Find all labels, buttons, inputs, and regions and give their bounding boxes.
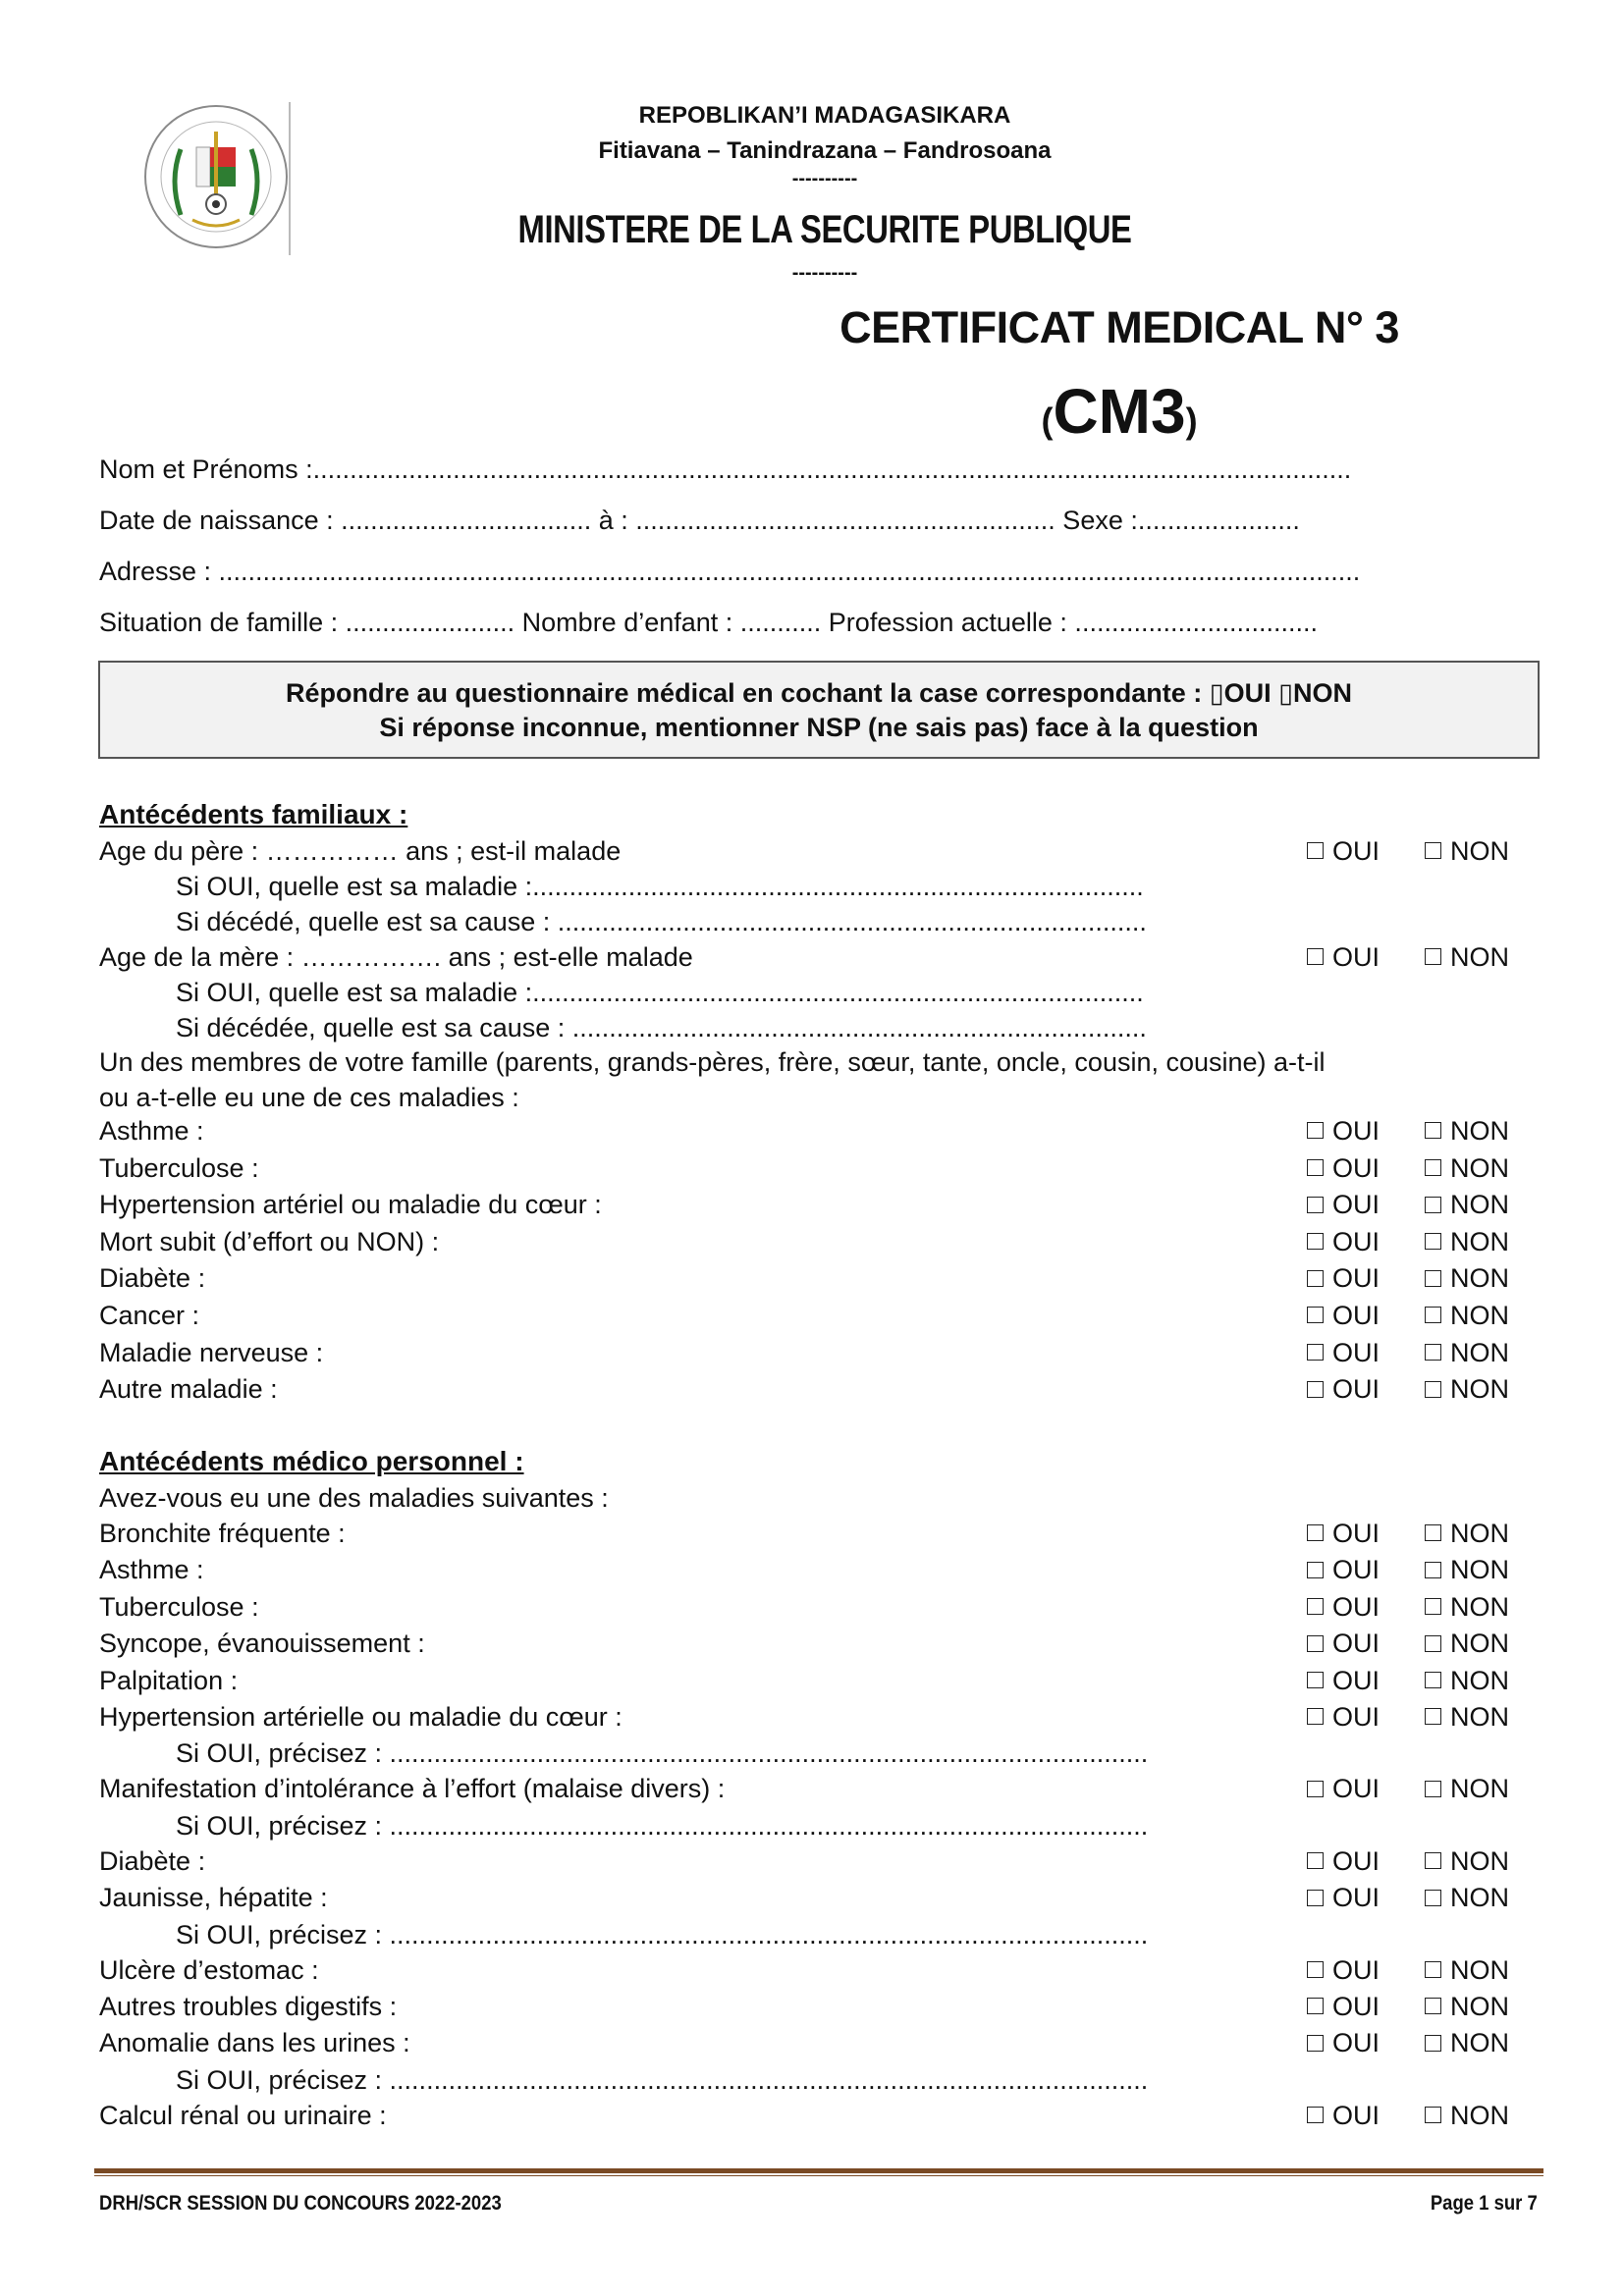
header-separator: ---------- (791, 168, 858, 189)
question-row (99, 1114, 1539, 1148)
question-label: Anomalie dans les urines : (99, 2028, 410, 2058)
no-option[interactable]: NON (1425, 1953, 1509, 1987)
yes-option[interactable]: OUI (1307, 1261, 1380, 1295)
checkbox-icon[interactable] (1425, 1708, 1441, 1725)
checkbox-icon[interactable] (1307, 1344, 1324, 1361)
checkbox-icon[interactable] (1307, 1852, 1324, 1869)
question-row (99, 1261, 1539, 1295)
checkbox-icon[interactable] (1307, 1307, 1324, 1323)
no-option[interactable]: NON (1425, 1188, 1509, 1221)
checkbox-icon[interactable] (1425, 1122, 1441, 1139)
instruction-line-1: Répondre au questionnaire médical en cochant la case correspondante : ▯OUI ▯NON (286, 678, 1352, 708)
no-option[interactable]: NON (1425, 1336, 1509, 1369)
checkbox-icon[interactable] (1307, 2107, 1324, 2123)
checkbox-icon[interactable] (1307, 1524, 1324, 1541)
header-separator: ---------- (791, 262, 858, 284)
national-police-emblem (141, 102, 291, 251)
checkbox-icon[interactable] (1307, 1708, 1324, 1725)
personal-intro: Avez-vous eu une des maladies suivantes : (99, 1483, 609, 1513)
question-label: Age du père : …………… ans ; est-il malade (99, 836, 622, 866)
yes-option[interactable]: OUI (1307, 1225, 1380, 1258)
checkbox-icon[interactable] (1425, 1998, 1441, 2014)
question-label: Asthme : (99, 1555, 204, 1585)
question-row (99, 1953, 1539, 1987)
question-row (99, 2026, 1539, 2059)
question-row (99, 1664, 1539, 1697)
certificate-code: (CM3) (1041, 376, 1198, 447)
checkbox-icon[interactable] (1307, 1635, 1324, 1652)
question-label: Mort subit (d’effort ou NON) : (99, 1226, 440, 1256)
checkbox-icon[interactable] (1425, 1635, 1441, 1652)
question-label: Syncope, évanouissement : (99, 1629, 425, 1659)
specify-label: Si OUI, précisez : ....................................................................................................... (176, 1919, 1149, 1949)
no-option[interactable]: NON (1425, 1664, 1509, 1697)
checkbox-icon[interactable] (1307, 948, 1324, 965)
checkbox-icon[interactable] (1307, 1122, 1324, 1139)
no-option[interactable]: NON (1425, 1844, 1509, 1878)
name-field[interactable]: Nom et Prénoms :............................................................................................................................................. (99, 454, 1352, 484)
family-members-question: Un des membres de votre famille (parents, grands-pères, frère, sœur, tante, oncle, cousin, cousine) a-t-il (99, 1047, 1326, 1077)
question-row (99, 1151, 1539, 1185)
page-number: Page 1 sur 7 (1431, 2192, 1538, 2215)
checkbox-icon[interactable] (1307, 1197, 1324, 1213)
checkbox-icon[interactable] (1425, 1381, 1441, 1398)
no-option[interactable]: NON (1425, 1881, 1509, 1914)
question-row (99, 1336, 1539, 1369)
question-row (99, 1188, 1539, 1221)
instruction-line-2: Si réponse inconnue, mentionner NSP (ne sais pas) face à la question (379, 713, 1259, 742)
question-row (99, 1372, 1539, 1406)
checkbox-icon[interactable] (1425, 1307, 1441, 1323)
specify-line[interactable] (99, 2063, 1539, 2097)
question-label: Calcul rénal ou urinaire : (99, 2100, 387, 2130)
question-label: Maladie nerveuse : (99, 1337, 324, 1367)
instruction-box (98, 661, 1540, 759)
yes-option[interactable]: OUI (1307, 940, 1380, 974)
footer-session: DRH/SCR SESSION DU CONCOURS 2022-2023 (99, 2192, 502, 2215)
checkbox-icon[interactable] (1425, 2107, 1441, 2123)
question-label: Diabète : (99, 1263, 206, 1294)
specify-line[interactable] (99, 1809, 1539, 1842)
yes-option[interactable]: OUI (1307, 2099, 1380, 2132)
address-field[interactable]: Adresse : ........................................................................................................................................................... (99, 557, 1361, 586)
father-age-row (99, 834, 1539, 868)
checkbox-icon[interactable] (1425, 842, 1441, 859)
checkbox-icon[interactable] (1307, 1598, 1324, 1615)
yes-option[interactable]: OUI (1307, 1881, 1380, 1914)
question-label: Autres troubles digestifs : (99, 1992, 398, 2021)
question-row (99, 1517, 1539, 1550)
no-option[interactable]: NON (1425, 1772, 1509, 1805)
no-option[interactable]: NON (1425, 1114, 1509, 1148)
no-option[interactable]: NON (1425, 834, 1509, 868)
checkbox-icon[interactable] (1425, 1598, 1441, 1615)
question-row (99, 1553, 1539, 1586)
yes-option[interactable]: OUI (1307, 1590, 1380, 1624)
checkbox-icon[interactable] (1307, 1781, 1324, 1797)
specify-line[interactable] (99, 1736, 1539, 1770)
republic-name: REPOBLIKAN’I MADAGASIKARA (638, 102, 1011, 129)
no-option[interactable]: NON (1425, 1299, 1509, 1332)
checkbox-icon[interactable] (1425, 1270, 1441, 1287)
checkbox-icon[interactable] (1425, 1197, 1441, 1213)
yes-option[interactable]: OUI (1307, 1700, 1380, 1734)
checkbox-icon[interactable] (1307, 1672, 1324, 1688)
no-option[interactable]: NON (1425, 1372, 1509, 1406)
specify-label: Si OUI, précisez : ....................................................................................................... (176, 1810, 1149, 1841)
question-row (99, 1844, 1539, 1878)
yes-option[interactable]: OUI (1307, 1517, 1380, 1550)
yes-option[interactable]: OUI (1307, 1627, 1380, 1660)
question-label: Hypertension artériel ou maladie du cœur : (99, 1190, 602, 1220)
checkbox-icon[interactable] (1307, 1961, 1324, 1978)
checkbox-icon[interactable] (1425, 1672, 1441, 1688)
question-row (99, 1700, 1539, 1734)
yes-option[interactable]: OUI (1307, 1372, 1380, 1406)
checkbox-icon[interactable] (1425, 948, 1441, 965)
question-row (99, 1590, 1539, 1624)
yes-option[interactable]: OUI (1307, 1844, 1380, 1878)
yes-option[interactable]: OUI (1307, 1553, 1380, 1586)
yes-option[interactable]: OUI (1307, 2026, 1380, 2059)
national-motto: Fitiavana – Tanindrazana – Fandrosoana (598, 137, 1052, 164)
checkbox-icon[interactable] (1425, 1852, 1441, 1869)
footer-rule (94, 2168, 1543, 2173)
checkbox-icon[interactable] (1425, 1562, 1441, 1578)
checkbox-icon[interactable] (1307, 1233, 1324, 1250)
mother-age-row (99, 940, 1539, 974)
yes-option[interactable]: OUI (1307, 1114, 1380, 1148)
yes-option[interactable]: OUI (1307, 1299, 1380, 1332)
question-label: Tuberculose : (99, 1591, 259, 1622)
no-option[interactable]: NON (1425, 1553, 1509, 1586)
checkbox-icon[interactable] (1425, 1781, 1441, 1797)
header-divider (289, 102, 291, 255)
footer-rule (94, 2175, 1543, 2176)
checkbox-icon[interactable] (1307, 1998, 1324, 2014)
specify-label: Si OUI, précisez : ....................................................................................................... (176, 2064, 1149, 2095)
question-label: Hypertension artérielle ou maladie du cœur : (99, 1702, 623, 1732)
no-option[interactable]: NON (1425, 2026, 1509, 2059)
question-label: Tuberculose : (99, 1152, 259, 1183)
ministry-name: MINISTERE DE LA SECURITE PUBLIQUE (517, 208, 1132, 251)
question-row (99, 1225, 1539, 1258)
yes-option[interactable]: OUI (1307, 1336, 1380, 1369)
family-members-question: ou a-t-elle eu une de ces maladies : (99, 1083, 519, 1112)
yes-option[interactable]: OUI (1307, 1151, 1380, 1185)
question-row (99, 2099, 1539, 2132)
yes-option[interactable]: OUI (1307, 1953, 1380, 1987)
mother-illness-row[interactable]: Si OUI, quelle est sa maladie :................................................................................... (176, 978, 1144, 1007)
question-label: Age de la mère : ……………. ans ; est-elle malade (99, 942, 693, 972)
yes-option[interactable]: OUI (1307, 1664, 1380, 1697)
question-label: Bronchite fréquente : (99, 1519, 346, 1548)
question-label: Asthme : (99, 1116, 204, 1146)
checkbox-icon[interactable] (1307, 1381, 1324, 1398)
checkbox-icon[interactable] (1307, 2035, 1324, 2052)
no-option[interactable]: NON (1425, 1627, 1509, 1660)
personal-history-heading: Antécédents médico personnel : (99, 1446, 524, 1476)
no-option[interactable]: NON (1425, 1517, 1509, 1550)
yes-option[interactable]: OUI (1307, 1990, 1380, 2023)
question-label: Autre maladie : (99, 1374, 278, 1405)
specify-line[interactable] (99, 1918, 1539, 1951)
question-row (99, 1990, 1539, 2023)
question-label: Ulcère d’estomac : (99, 1954, 319, 1985)
question-row (99, 1299, 1539, 1332)
yes-option[interactable]: OUI (1307, 834, 1380, 868)
checkbox-icon[interactable] (1425, 2035, 1441, 2052)
no-option[interactable]: NON (1425, 1151, 1509, 1185)
checkbox-icon[interactable] (1425, 1524, 1441, 1541)
checkbox-icon[interactable] (1425, 1159, 1441, 1176)
certificate-title: CERTIFICAT MEDICAL N° 3 (839, 302, 1399, 352)
question-label: Cancer : (99, 1301, 200, 1330)
question-label: Jaunisse, hépatite : (99, 1883, 328, 1913)
no-option[interactable]: NON (1425, 1590, 1509, 1624)
father-death-row[interactable]: Si décédé, quelle est sa cause : ................................................................................ (176, 907, 1147, 936)
checkbox-icon[interactable] (1307, 1890, 1324, 1906)
no-option[interactable]: NON (1425, 1990, 1509, 2023)
yes-option[interactable]: OUI (1307, 1188, 1380, 1221)
checkbox-icon[interactable] (1307, 1270, 1324, 1287)
no-option[interactable]: NON (1425, 1225, 1509, 1258)
question-label: Diabète : (99, 1845, 206, 1876)
no-option[interactable]: NON (1425, 1700, 1509, 1734)
no-option[interactable]: NON (1425, 940, 1509, 974)
checkbox-icon[interactable] (1307, 842, 1324, 859)
family-situation-field[interactable]: Situation de famille : ....................... Nombre d’enfant : ........... Profession actuelle : ................................. (99, 608, 1318, 637)
question-label: Manifestation d’intolérance à l’effort (malaise divers) : (99, 1774, 726, 1804)
checkbox-icon[interactable] (1425, 1233, 1441, 1250)
specify-label: Si OUI, précisez : ....................................................................................................... (176, 1738, 1149, 1769)
father-illness-row[interactable]: Si OUI, quelle est sa maladie :................................................................................... (176, 872, 1144, 901)
question-row (99, 1881, 1539, 1914)
question-label: Palpitation : (99, 1665, 239, 1695)
checkbox-icon[interactable] (1425, 1344, 1441, 1361)
yes-option[interactable]: OUI (1307, 1772, 1380, 1805)
question-row (99, 1627, 1539, 1660)
birth-date-field[interactable]: Date de naissance : .................................. à : ......................................................... Sexe :...................... (99, 506, 1300, 535)
mother-death-row[interactable]: Si décédée, quelle est sa cause : .............................................................................. (176, 1013, 1147, 1042)
no-option[interactable]: NON (1425, 1261, 1509, 1295)
checkbox-icon[interactable] (1425, 1890, 1441, 1906)
checkbox-icon[interactable] (1307, 1159, 1324, 1176)
checkbox-icon[interactable] (1425, 1961, 1441, 1978)
question-row (99, 1772, 1539, 1805)
checkbox-icon[interactable] (1307, 1562, 1324, 1578)
family-history-heading: Antécédents familiaux : (99, 799, 408, 829)
no-option[interactable]: NON (1425, 2099, 1509, 2132)
